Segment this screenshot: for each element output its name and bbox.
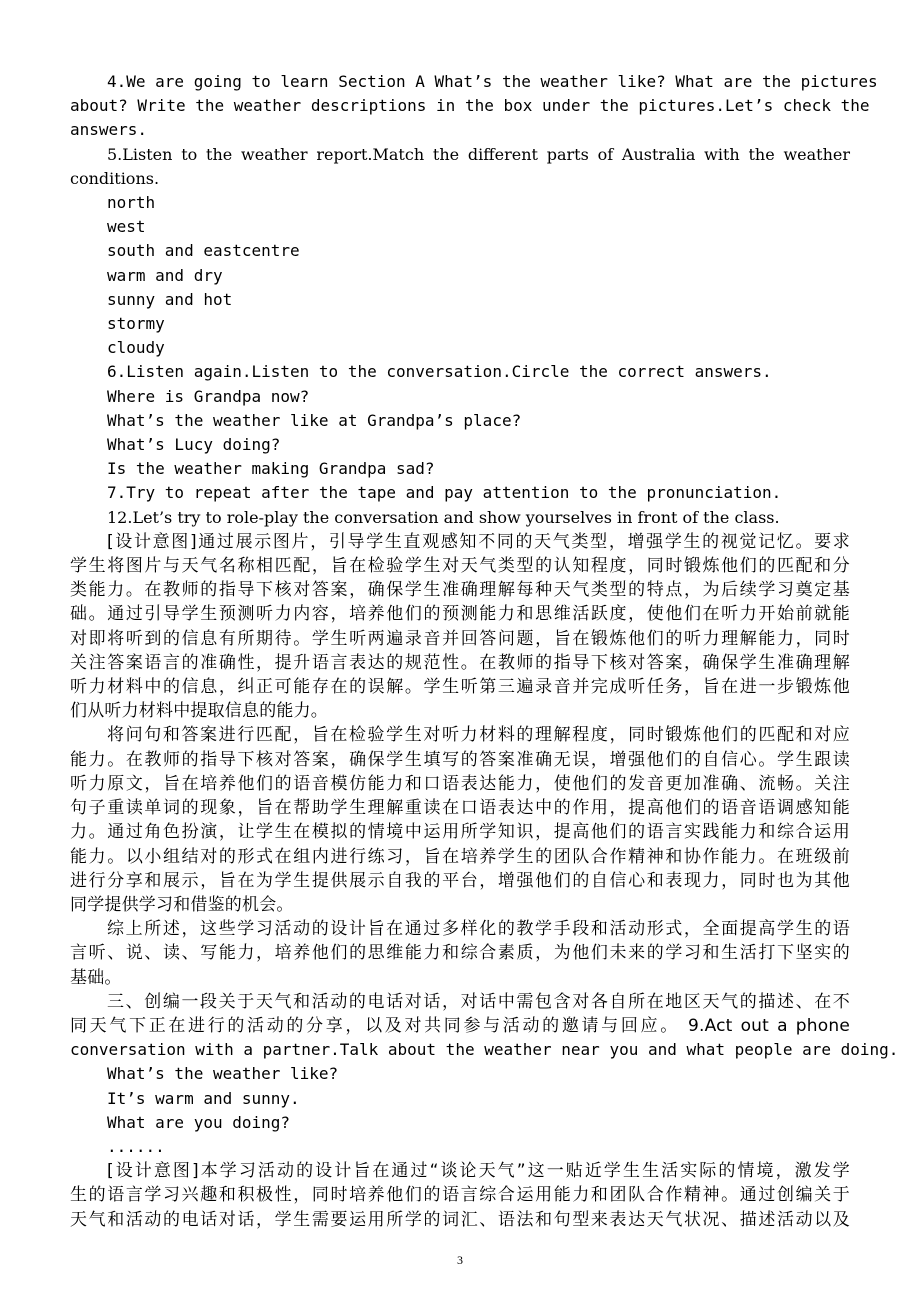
text-line: 三、创编一段关于天气和活动的电话对话，对话中需包含对各自所在地区天气的描述、在不 [107, 991, 850, 1012]
text-line: answers. [70, 120, 148, 140]
list-item: north [107, 193, 156, 213]
list-item: stormy [107, 314, 165, 334]
list-item: south and eastcentre [107, 241, 300, 261]
text-line: [设计意图]通过展示图片，引导学生直观感知不同的天气类型，增强学生的视觉记忆。要求 [107, 531, 850, 552]
text-line: 6.Listen again.Listen to the conversation.Circle the correct answers. [107, 362, 772, 382]
text-line: 生的语言学习兴趣和积极性，同时培养他们的语言综合运用能力和团队合作精神。通过创编关于 [70, 1185, 850, 1206]
list-item: cloudy [107, 338, 165, 358]
text-line: 天气和活动的电话对话，学生需要运用所学的词汇、语法和句型来表达天气状况、描述活动以及 [70, 1209, 850, 1230]
text-line: 言听、说、读、写能力，培养他们的思维能力和综合素质，为他们未来的学习和生活打下坚实的 [70, 943, 850, 964]
text-line: 听力材料中的信息，纠正可能存在的误解。学生听第三遍录音并完成听任务，旨在进一步锻炼他 [70, 677, 850, 698]
text-line: 听力原文，旨在培养他们的语音模仿能力和口语表达能力，使他们的发音更加准确、流畅。关注 [70, 773, 850, 794]
text-line: 12.Let’s try to role-play the conversation and show yourselves in front of the class. [107, 507, 780, 527]
text-line: 同学提供学习和借鉴的机会。 [70, 894, 294, 915]
text-line: 将问句和答案进行匹配，旨在检验学生对听力材料的理解程度，同时锻炼他们的匹配和对应 [107, 725, 850, 746]
list-item: sunny and hot [107, 289, 233, 309]
list-item: west [107, 217, 146, 237]
list-item: What’s the weather like at Grandpa’s place? [107, 410, 522, 430]
text-line: 础。通过引导学生预测听力内容，培养他们的预测能力和思维活跃度，使他们在听力开始前就能 [70, 604, 850, 625]
list-item: ...... [107, 1136, 165, 1156]
list-item: It’s warm and sunny. [107, 1088, 300, 1108]
text-line: 基础。 [70, 967, 122, 988]
list-item: Is the weather making Grandpa sad? [107, 459, 435, 479]
text-line: 学生将图片与天气名称相匹配，旨在检验学生对天气类型的认知程度，同时锻炼他们的匹配和分 [70, 556, 850, 577]
text-line: 对即将听到的信息有所期待。学生听两遍录音并回答问题，旨在锻炼他们的听力理解能力，同时 [70, 628, 850, 649]
text-line: conditions. [70, 168, 160, 188]
text-line: 能力。以小组结对的形式在组内进行练习，旨在培养学生的团队合作精神和协作能力。在班级前 [70, 846, 850, 867]
text-line: 能力。在教师的指导下核对答案，确保学生填写的答案准确无误，增强他们的自信心。学生跟读 [70, 749, 850, 770]
text-line: [设计意图]本学习活动的设计旨在通过“谈论天气”这一贴近学生生活实际的情境，激发学 [107, 1161, 850, 1182]
text-line: 句子重读单词的现象，旨在帮助学生理解重读在口语表达中的作用，提高他们的语音语调感知能 [70, 798, 850, 819]
page-number: 3 [457, 1253, 463, 1267]
text-line: 力。通过角色扮演，让学生在模拟的情境中运用所学知识，提高他们的语言实践能力和综合运用 [70, 822, 850, 843]
text-line: 进行分享和展示，旨在为学生提供展示自我的平台，增强他们的自信心和表现力，同时也为其他 [70, 870, 850, 891]
text-line: about? Write the weather descriptions in the box under the pictures.Let’s check the [70, 96, 870, 116]
text-line: 们从听力材料中提取信息的能力。 [70, 701, 328, 722]
text-line: 7.Try to repeat after the tape and pay attention to the pronunciation. [107, 483, 782, 503]
text-line: 4.We are going to learn Section A What’s the weather like? What are the pictures [107, 72, 878, 91]
text-line: 关注答案语言的准确性，提升语言表达的规范性。在教师的指导下核对答案，确保学生准确理解 [70, 652, 850, 673]
text-line: 5.Listen to the weather report.Match the different parts of Australia with the weather [107, 144, 850, 164]
list-item: What’s Lucy doing? [107, 435, 281, 455]
list-item: What’s the weather like? [107, 1064, 339, 1084]
list-item: Where is Grandpa now? [107, 386, 310, 406]
text-line: 类能力。在教师的指导下核对答案，确保学生准确理解每种天气类型的特点，为后续学习奠定基 [70, 580, 850, 601]
text-line: conversation with a partner.Talk about the weather near you and what people are doing. [70, 1040, 899, 1060]
list-item: warm and dry [107, 265, 223, 285]
list-item: What are you doing? [107, 1112, 291, 1132]
text-line: 同天气下正在进行的活动的分享，以及对共同参与活动的邀请与回应。 9.Act out a phone [70, 1015, 850, 1036]
text-line: 综上所述，这些学习活动的设计旨在通过多样化的教学手段和活动形式，全面提高学生的语 [107, 919, 850, 940]
